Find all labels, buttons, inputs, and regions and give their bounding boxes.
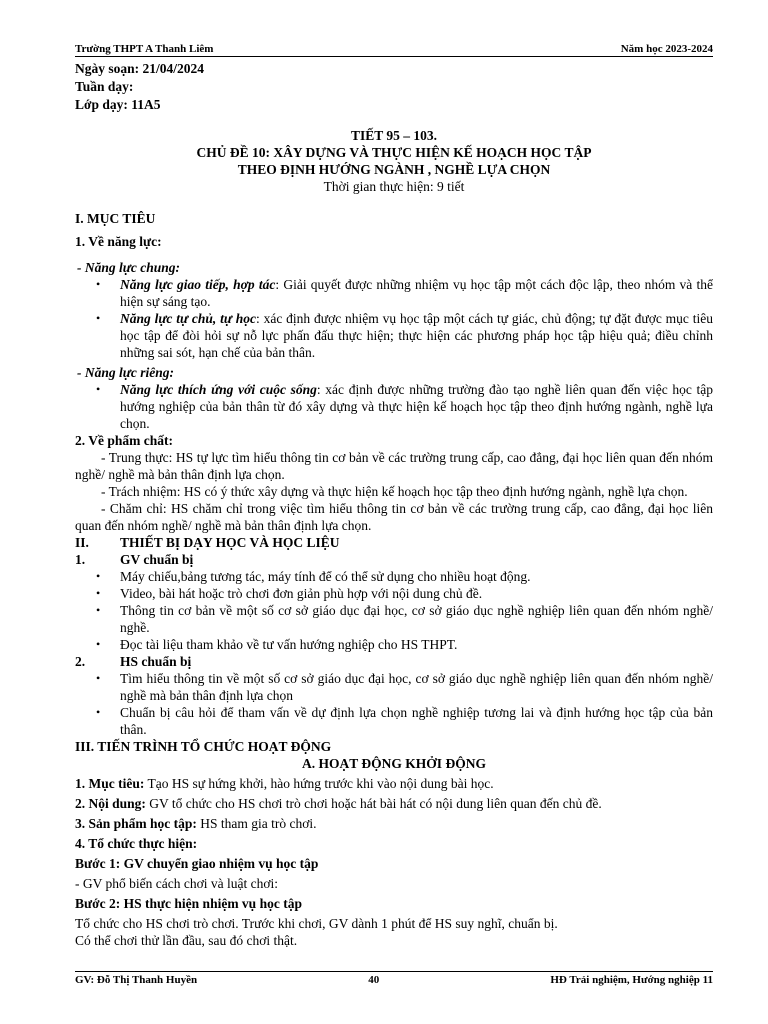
step2-text-1: Tổ chức cho HS chơi trò chơi. Trước khi chơi, GV dành 1 phút để HS suy nghĩ, chuẩn bị. (75, 916, 558, 931)
page-footer (75, 971, 713, 986)
general-competence-list (75, 276, 713, 361)
step2-text-2: Có thể chơi thử lần đầu, sau đó chơi thật. (75, 933, 298, 948)
list-item: • Thông tin cơ bản về một số cơ sở giáo dục đại học, cơ sở giáo dục nghề nghiệp liên quan đến nhóm nghề/ nghề. (120, 602, 713, 636)
lesson-title (75, 127, 713, 195)
list-item: • Tìm hiểu thông tin về một số cơ sở giáo dục đại học, cơ sở giáo dục nghề nghiệp liên quan đến nhóm nghề/ nghề mà bản thân định lựa chọn (120, 670, 713, 704)
content-line: 2. Nội dung: GV tổ chức cho HS chơi trò chơi hoặc hát bài hát có nội dung liên quan đến chủ đề. (75, 796, 602, 811)
student-prep-list (75, 670, 713, 738)
section-equipment-heading: II. THIẾT BỊ DẠY HỌC VÀ HỌC LIỆU (75, 535, 340, 550)
product-line: 3. Sản phẩm học tập: HS tham gia trò chơi. (75, 816, 317, 831)
lesson-meta (75, 60, 204, 114)
list-item: • Đọc tài liệu tham khảo về tư vấn hướng nghiệp cho HS THPT. (120, 636, 713, 653)
list-item: • Chuẩn bị câu hỏi để tham vấn về dự định lựa chọn nghề nghiệp tương lai và định hướng học tập của bản thân. (120, 704, 713, 738)
step1-heading: Bước 1: GV chuyển giao nhiệm vụ học tập (75, 856, 319, 871)
quality-heading: 2. Về phẩm chất: (75, 433, 174, 448)
list-item: • Máy chiếu,bảng tương tác, máy tính để có thể sử dụng cho nhiều hoạt động. (120, 568, 713, 585)
document-page (75, 0, 713, 1024)
specific-competence-list (75, 381, 713, 432)
lesson-number: TIẾT 95 – 103. (350, 128, 438, 143)
subject-name: HĐ Trải nghiệm, Hướng nghiệp 11 (550, 974, 713, 986)
specific-competence-label: - Năng lực riêng: (77, 365, 174, 380)
step2-heading: Bước 2: HS thực hiện nhiệm vụ học tập (75, 896, 302, 911)
page-header (75, 43, 713, 57)
list-item: • Năng lực tự chủ, tự học: xác định được nhiệm vụ học tập một cách tự giác, chủ động; tự đặt được mục tiêu học tập để đòi hỏi sự nỗ lực phấn đấu thực hiện; thực hiện các phương pháp học tập hiệu quả; điều chỉnh những sai sót, hạn chế của bản thân. (120, 310, 713, 361)
step1-text: - GV phổ biến cách chơi và luật chơi: (75, 876, 278, 891)
page-number: 40 (368, 974, 380, 986)
section-objectives-heading: I. MỤC TIÊU (75, 211, 156, 226)
list-item: • Năng lực thích ứng với cuộc sống: xác định được những trường đào tạo nghề liên quan đến việc học tập hướng nghiệp của bản thân từ đó xây dựng và thực hiện kế hoạch học tập theo định hướng ngành, nghề lựa chọn. (120, 381, 713, 432)
topic-subtitle: THEO ĐỊNH HƯỚNG NGÀNH , NGHỀ LỰA CHỌN (237, 162, 551, 177)
document-body (75, 210, 713, 949)
school-name: Trường THPT A Thanh Liêm (75, 43, 214, 55)
topic-title: CHỦ ĐỀ 10: XÂY DỰNG VÀ THỰC HIỆN KẾ HOẠCH HỌC TẬP (196, 145, 592, 160)
prep-date: Ngày soạn: 21/04/2024 (75, 61, 205, 76)
organization-heading: 4. Tổ chức thực hiện: (75, 836, 198, 851)
student-prep-heading: 2. HS chuẩn bị (75, 654, 192, 669)
teacher-name: GV: Đỗ Thị Thanh Huyền (75, 974, 198, 986)
quality-responsibility: - Trách nhiệm: HS có ý thức xây dựng và thực hiện kế hoạch học tập theo định hướng ngành, nghề lựa chọn. (101, 484, 688, 499)
teaching-class: Lớp dạy: 11A5 (75, 97, 161, 112)
teacher-prep-list (75, 568, 713, 653)
list-item: • Năng lực giao tiếp, hợp tác: Giải quyết được những nhiệm vụ học tập một cách độc lập, theo nhóm và thể hiện sự sáng tạo. (120, 276, 713, 310)
teacher-prep-heading: 1. GV chuẩn bị (75, 552, 194, 567)
duration: Thời gian thực hiện: 9 tiết (323, 179, 465, 194)
list-item: • Video, bài hát hoặc trò chơi đơn giản phù hợp với nội dung chủ đề. (120, 585, 713, 602)
goal-line: 1. Mục tiêu: Tạo HS sự hứng khởi, hào hứng trước khi vào nội dung bài học. (75, 776, 494, 791)
section-process-heading: III. TIẾN TRÌNH TỔ CHỨC HOẠT ĐỘNG (75, 739, 332, 754)
activity-heading: A. HOẠT ĐỘNG KHỞI ĐỘNG (302, 756, 486, 771)
competence-heading: 1. Về năng lực: (75, 234, 162, 249)
quality-diligence: - Chăm chỉ: HS chăm chỉ trong việc tìm hiểu thông tin cơ bản về các trường trung cấp, cao đẳng, đại học liên quan đến nhóm nghề/ nghề mà bản thân định lựa chọn. (75, 501, 713, 533)
school-year: Năm học 2023-2024 (620, 43, 713, 55)
general-competence-label: - Năng lực chung: (77, 260, 180, 275)
teaching-week: Tuần dạy: (75, 79, 134, 94)
quality-honesty: - Trung thực: HS tự lực tìm hiểu thông tin cơ bản về các trường trung cấp, cao đẳng, đại học liên quan đến nhóm nghề/ nghề mà bản thân định lựa chọn. (75, 450, 713, 482)
